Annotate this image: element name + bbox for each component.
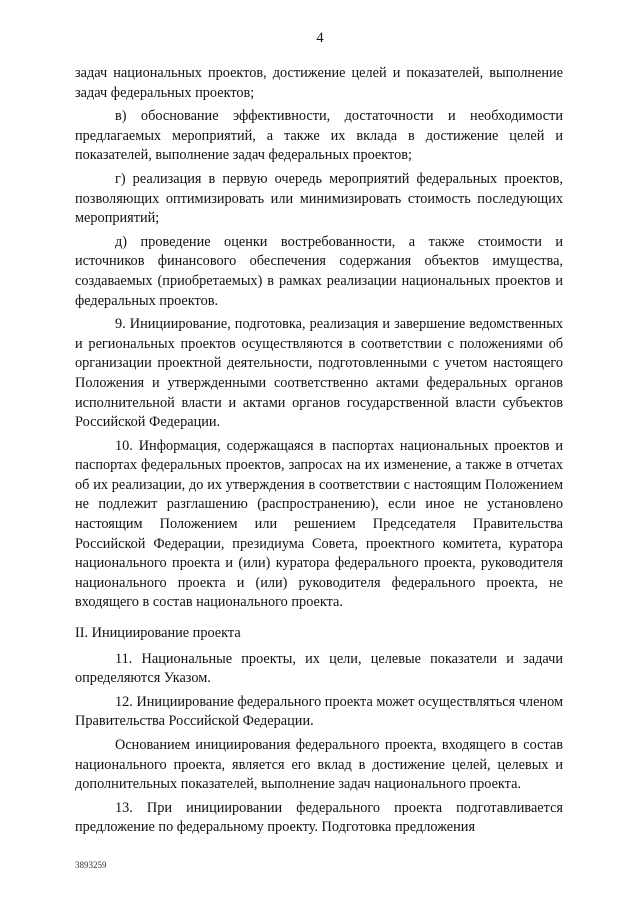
- paragraph: 12. Инициирование федерального проекта может осуществляться членом Правительства Российской Федерации.: [75, 693, 563, 730]
- paragraph: Основанием инициирования федерального проекта, входящего в состав национального проекта, является его вклад в достижение целей, целевых и дополнительных показателей, выполнение задач национального проекта.: [75, 737, 563, 793]
- paragraph: г) реализация в первую очередь мероприятий федеральных проектов, позволяющих оптимизировать или минимизировать стоимость последующих мероприятий;: [75, 170, 563, 227]
- paragraph: д) проведение оценки востребованности, а также стоимости и источников финансового обеспечения содержания объектов имущества, создаваемых (приобретаемых) в рамках реализации национальных проектов и федеральных проектов.: [75, 233, 563, 309]
- paragraph: 13. При инициировании федерального проекта подготавливается предложение по федеральному проекту. Подготовка предложения: [75, 799, 563, 836]
- document-code: 3893259: [75, 860, 107, 870]
- section-heading: II. Инициирование проекта: [75, 625, 241, 642]
- paragraph: 11. Национальные проекты, их цели, целевые показатели и задачи определяются Указом.: [75, 650, 563, 687]
- paragraph: в) обоснование эффективности, достаточности и необходимости предлагаемых мероприятий, а также их вклада в достижение целей и показателей, выполнение задач федеральных проектов;: [75, 108, 563, 164]
- paragraph: 9. Инициирование, подготовка, реализация и завершение ведомственных и региональных проектов осуществляются в соответствии с положениями об организации проектной деятельности, подготовленными с учетом настоящего Положения и утвержденными соответственно актами федеральных органов исполнительной власти и актами органов государственной власти субъектов Российской Федерации.: [75, 316, 563, 431]
- document-body: [75, 64, 563, 842]
- page-number: 4: [316, 30, 324, 46]
- paragraph: 10. Информация, содержащаяся в паспортах национальных проектов и паспортах федеральных проектов, запросах на их изменение, а также в отчетах об их реализации, до их утверждения в соответствии с настоящим Положением не подлежит разглашению (распространению), если иное не установлено настоящим Положением или решением Председателя Правительства Российской Федерации, президиума Совета, проектного комитета, куратора национального проекта и (или) куратора федерального проекта, руководителя национального проекта и (или) руководителя федерального проекта, не входящего в состав национального проекта.: [75, 437, 563, 611]
- paragraph: задач национальных проектов, достижение целей и показателей, выполнение задач федеральных проектов;: [75, 65, 563, 101]
